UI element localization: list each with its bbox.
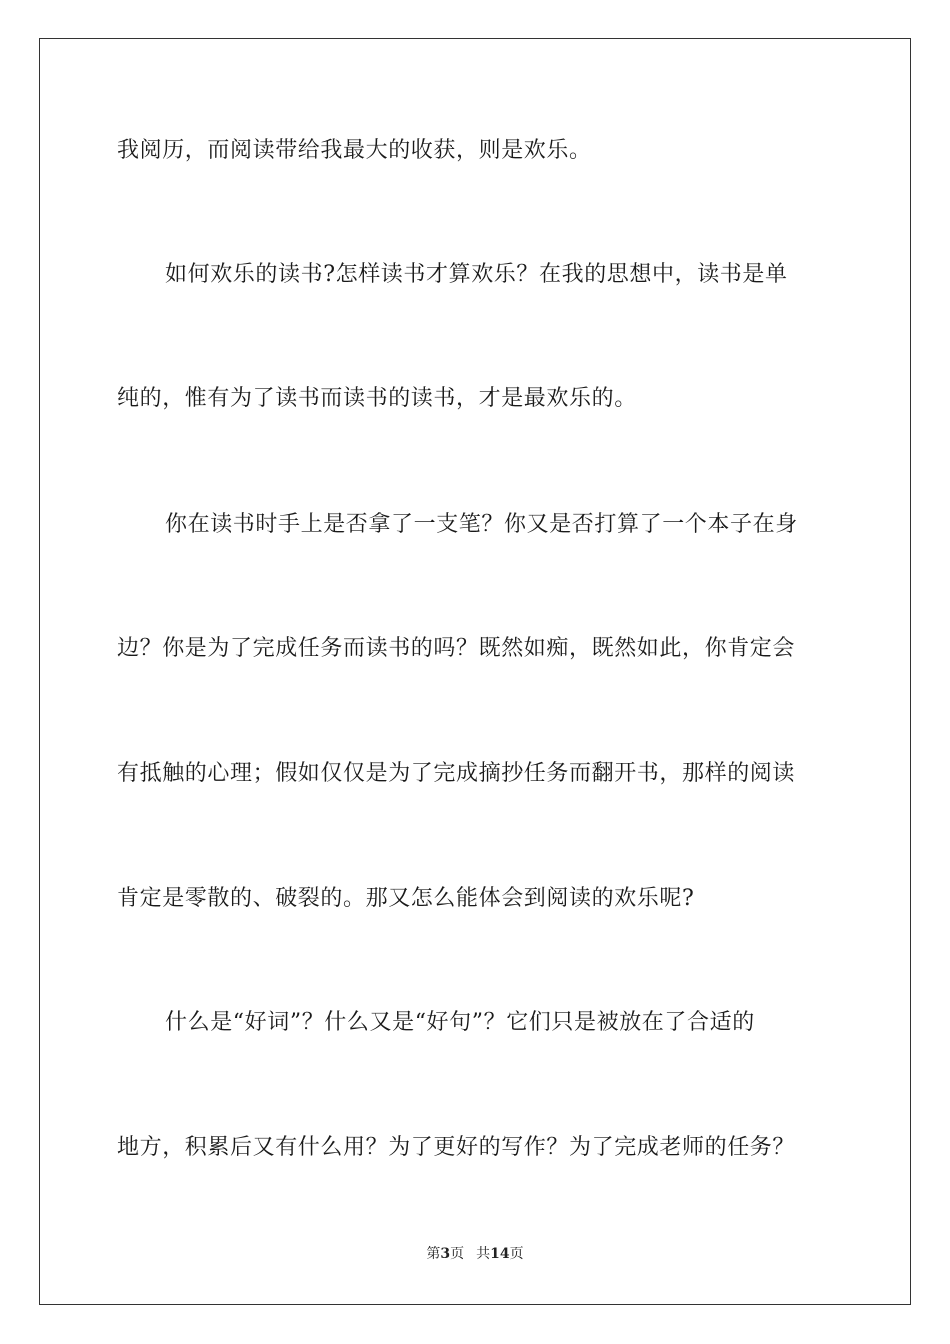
page-suffix: 页 <box>450 1246 465 1262</box>
page-footer <box>0 1245 950 1263</box>
text-line-8: 什么是“好词”？什么又是“好句”？它们只是被放在了合适的 <box>165 1010 755 1035</box>
current-page-number: 3 <box>440 1246 451 1262</box>
text-line-3: 纯的，惟有为了读书而读书的读书，才是最欢乐的。 <box>117 386 637 411</box>
text-line-2: 如何欢乐的读书?怎样读书才算欢乐？在我的思想中，读书是单 <box>165 262 788 287</box>
total-page-count: 14 <box>490 1246 510 1262</box>
text-line-5: 边？你是为了完成任务而读书的吗？既然如痴，既然如此，你肯定会 <box>117 636 796 661</box>
text-line-1: 我阅历，而阅读带给我最大的收获，则是欢乐。 <box>117 138 592 163</box>
total-suffix: 页 <box>509 1246 524 1262</box>
page-border <box>39 38 911 1305</box>
total-prefix: 共 <box>476 1246 491 1262</box>
text-line-6: 有抵触的心理；假如仅仅是为了完成摘抄任务而翻开书，那样的阅读 <box>117 761 796 786</box>
text-line-4: 你在读书时手上是否拿了一支笔？你又是否打算了一个本子在身 <box>165 512 798 537</box>
text-line-9: 地方，积累后又有什么用？为了更好的写作？为了完成老师的任务？ <box>117 1135 796 1160</box>
text-line-7: 肯定是零散的、破裂的。那又怎么能体会到阅读的欢乐呢? <box>117 886 695 911</box>
page-prefix: 第 <box>426 1246 441 1262</box>
